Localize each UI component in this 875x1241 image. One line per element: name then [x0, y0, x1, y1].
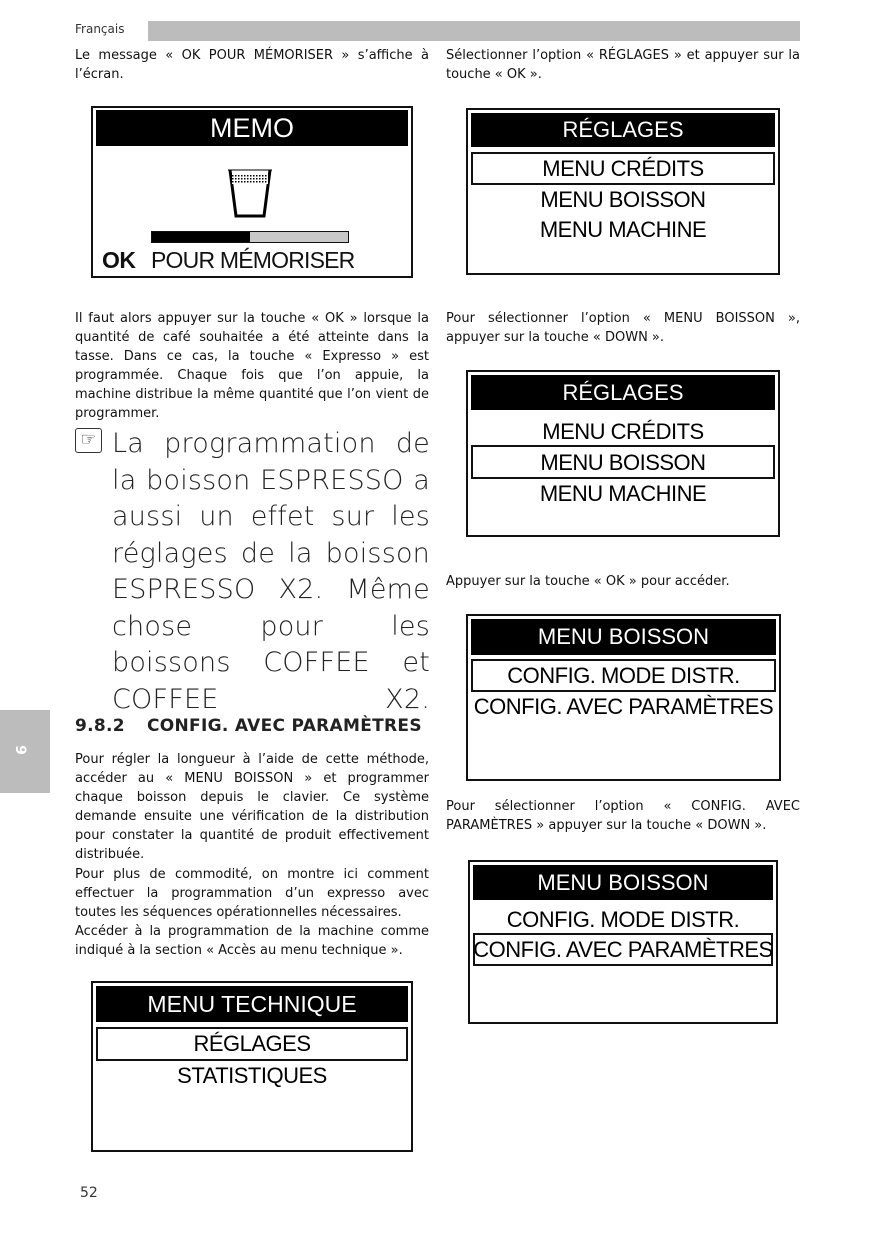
- left-paragraph-4: Pour plus de commodité, on montre ici comment effectuer la programmation d’un expresso avec toutes les séquences opérationnelles nécessaires.: [75, 867, 429, 920]
- menu-boisson-screen-2: [468, 860, 778, 1024]
- left-paragraph-5: Accéder à la programmation de la machine comme indiqué à la section « Accès au menu technique ».: [75, 924, 429, 958]
- menu-item: MENU CRÉDITS: [542, 156, 704, 181]
- right-paragraph-4: Pour sélectionner l’option « CONFIG. AVEC PARAMÈTRES » appuyer sur la touche « DOWN ».: [446, 799, 800, 833]
- reglages-screen-2: [466, 370, 780, 537]
- progress-bar: [151, 231, 349, 243]
- left-paragraph-3: Pour régler la longueur à l’aide de cette méthode, accéder au « MENU BOISSON » et programmer chaque boisson depuis le clavier. Ce système demande ensuite une vérification de la distribution pour constater la quantité de produit effectivement distribuée.: [75, 752, 429, 862]
- section-heading: [75, 716, 429, 736]
- menu-item: MENU MACHINE: [539, 217, 707, 242]
- section-title: CONFIG. AVEC PARAMÈTRES: [147, 716, 422, 736]
- reglages-screen-1: [466, 108, 780, 275]
- menu-technique-screen: [91, 981, 413, 1152]
- screen-title: MENU BOISSON: [473, 865, 773, 900]
- right-paragraph-3: Appuyer sur la touche « OK » pour accéder.: [446, 574, 730, 589]
- menu-item: CONFIG. MODE DISTR.: [506, 907, 740, 932]
- menu-item: CONFIG. AVEC PARAMÈTRES: [473, 694, 774, 719]
- memo-screen: [91, 106, 413, 278]
- progress-fill: [152, 232, 250, 242]
- left-paragraph-2: Il faut alors appuyer sur la touche « OK » lorsque la quantité de café souhaitée a été atteinte dans la tasse. Dans ce cas, la touche « Expresso » est programmée. Chaque fois que l’on appuie, la machine distribue la même quantité que l’on vient de programmer.: [75, 311, 429, 421]
- pointing-hand-icon: ☞: [75, 428, 102, 453]
- cup-icon: [226, 166, 274, 220]
- section-number: 9.8.2: [75, 716, 125, 736]
- chapter-tab: [0, 710, 50, 793]
- screen-title: MENU BOISSON: [471, 619, 776, 655]
- screen-title: RÉGLAGES: [471, 113, 775, 147]
- menu-item: STATISTIQUES: [177, 1063, 327, 1088]
- header-bar: [148, 21, 800, 41]
- right-paragraph-1: Sélectionner l’option « RÉGLAGES » et appuyer sur la touche « OK ».: [446, 48, 800, 82]
- memo-title: MEMO: [96, 110, 408, 146]
- menu-item: RÉGLAGES: [193, 1031, 311, 1056]
- menu-item: MENU MACHINE: [539, 481, 707, 506]
- memo-ok-label: OK: [102, 247, 136, 273]
- menu-boisson-screen-1: [466, 614, 781, 781]
- menu-item: MENU CRÉDITS: [542, 419, 704, 444]
- language-label: Français: [75, 22, 125, 36]
- page-number: 52: [80, 1185, 98, 1201]
- menu-technique-title: MENU TECHNIQUE: [96, 986, 408, 1022]
- menu-item: CONFIG. AVEC PARAMÈTRES: [473, 937, 773, 962]
- right-paragraph-2: Pour sélectionner l’option « MENU BOISSON », appuyer sur la touche « DOWN ».: [446, 311, 800, 345]
- menu-item: MENU BOISSON: [540, 450, 706, 475]
- note-text: La programmation de la boisson ESPRESSO a aussi un effet sur les réglages de la boisson ESPRESSO X2. Même chose pour les boissons COFFEE et COFFEE X2.: [112, 428, 430, 715]
- menu-item: MENU BOISSON: [540, 187, 706, 212]
- menu-item: CONFIG. MODE DISTR.: [507, 663, 740, 688]
- memo-text: POUR MÉMORISER: [151, 247, 355, 273]
- left-paragraph-1: Le message « OK POUR MÉMORISER » s’affiche à l’écran.: [75, 48, 429, 82]
- screen-title: RÉGLAGES: [471, 375, 775, 410]
- chapter-tab-label: 9: [11, 745, 28, 755]
